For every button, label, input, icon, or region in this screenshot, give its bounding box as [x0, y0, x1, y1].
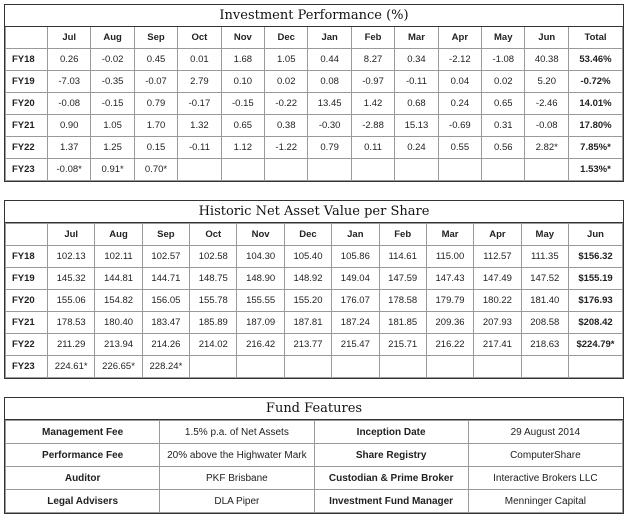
table-cell: 1.12: [221, 137, 264, 159]
table-cell: -0.07: [134, 71, 177, 93]
table-cell: -0.97: [351, 71, 394, 93]
table-cell: -0.17: [178, 93, 221, 115]
table-cell: 209.36: [426, 312, 473, 334]
table-cell: 180.22: [474, 290, 521, 312]
feature-label: Inception Date: [314, 421, 468, 444]
row-label: FY23: [6, 159, 48, 181]
table-cell: 216.42: [237, 334, 284, 356]
column-header: Jul: [48, 224, 95, 246]
table-cell: [438, 159, 481, 181]
feature-label: Auditor: [6, 467, 160, 490]
row-label: FY19: [6, 268, 48, 290]
table-row: [6, 71, 623, 93]
table-cell: 0.01: [178, 49, 221, 71]
table-cell: 5.20: [525, 71, 569, 93]
table-cell: 148.75: [190, 268, 237, 290]
column-header: Apr: [474, 224, 521, 246]
table-cell: 185.89: [190, 312, 237, 334]
table-row: [6, 268, 623, 290]
table-cell: [237, 356, 284, 378]
table-cell: 0.79: [134, 93, 177, 115]
table-cell: 8.27: [351, 49, 394, 71]
table-cell: 0.79: [308, 137, 351, 159]
feature-value: ComputerShare: [468, 444, 622, 467]
table-cell: 104.30: [237, 246, 284, 268]
column-header: May: [482, 27, 525, 49]
table-cell: -1.22: [265, 137, 308, 159]
table-cell: 0.04: [438, 71, 481, 93]
corner-cell: [6, 224, 48, 246]
table-cell: -0.11: [178, 137, 221, 159]
table-cell: 147.43: [426, 268, 473, 290]
table-cell: 218.63: [521, 334, 568, 356]
table-cell: 207.93: [474, 312, 521, 334]
table-cell: 187.09: [237, 312, 284, 334]
investment-performance-table: [4, 4, 624, 182]
table-cell: 105.40: [284, 246, 331, 268]
table-cell: -0.08*: [48, 159, 91, 181]
column-header: Sep: [134, 27, 177, 49]
table-cell: 215.71: [379, 334, 426, 356]
corner-cell: [6, 27, 48, 49]
row-label: FY22: [6, 334, 48, 356]
row-label: FY20: [6, 93, 48, 115]
feature-value: 20% above the Highwater Mark: [160, 444, 314, 467]
table-cell: 179.79: [426, 290, 473, 312]
column-header: Apr: [438, 27, 481, 49]
feature-label: Share Registry: [314, 444, 468, 467]
jun-cell: $155.19: [569, 268, 623, 290]
jun-cell: [569, 356, 623, 378]
table-cell: -0.11: [395, 71, 438, 93]
table-cell: 114.61: [379, 246, 426, 268]
table-cell: 0.38: [265, 115, 308, 137]
table-cell: [521, 356, 568, 378]
table-cell: [178, 159, 221, 181]
table-cell: 112.57: [474, 246, 521, 268]
column-header: Feb: [351, 27, 394, 49]
column-header: May: [521, 224, 568, 246]
table-cell: 0.31: [482, 115, 525, 137]
row-label: FY23: [6, 356, 48, 378]
feature-value: Interactive Brokers LLC: [468, 467, 622, 490]
table-cell: [525, 159, 569, 181]
row-label: FY21: [6, 115, 48, 137]
feature-row: [6, 421, 623, 444]
table-cell: 0.55: [438, 137, 481, 159]
table-cell: 2.82*: [525, 137, 569, 159]
performance-grid: [5, 27, 623, 181]
total-cell: 14.01%: [569, 93, 623, 115]
feature-value: DLA Piper: [160, 490, 314, 513]
table-cell: 105.86: [332, 246, 379, 268]
column-header: Aug: [91, 27, 134, 49]
column-header: Total: [569, 27, 623, 49]
table-cell: 0.10: [221, 71, 264, 93]
total-cell: 1.53%*: [569, 159, 623, 181]
table-cell: 154.82: [95, 290, 142, 312]
row-label: FY20: [6, 290, 48, 312]
table-cell: [190, 356, 237, 378]
table-row: [6, 159, 623, 181]
column-header: Oct: [178, 27, 221, 49]
table-cell: 214.26: [142, 334, 189, 356]
table-cell: 155.55: [237, 290, 284, 312]
table-cell: [221, 159, 264, 181]
feature-label: Legal Advisers: [6, 490, 160, 513]
total-cell: 7.85%*: [569, 137, 623, 159]
column-header: Sep: [142, 224, 189, 246]
column-header: Jan: [332, 224, 379, 246]
table-cell: 1.32: [178, 115, 221, 137]
table-cell: 2.79: [178, 71, 221, 93]
column-header: Dec: [265, 27, 308, 49]
table-cell: [379, 356, 426, 378]
table-cell: 15.13: [395, 115, 438, 137]
feature-label: Management Fee: [6, 421, 160, 444]
column-header: Mar: [426, 224, 473, 246]
table-cell: 215.47: [332, 334, 379, 356]
table-cell: 211.29: [48, 334, 95, 356]
table-row: [6, 290, 623, 312]
table-cell: [351, 159, 394, 181]
table-cell: 13.45: [308, 93, 351, 115]
table-cell: 213.94: [95, 334, 142, 356]
table-cell: 224.61*: [48, 356, 95, 378]
table-cell: [332, 356, 379, 378]
column-header: Oct: [190, 224, 237, 246]
table-cell: 111.35: [521, 246, 568, 268]
table-cell: 0.65: [221, 115, 264, 137]
table-cell: 183.47: [142, 312, 189, 334]
table-cell: 181.40: [521, 290, 568, 312]
column-header: Nov: [237, 224, 284, 246]
table-cell: [265, 159, 308, 181]
table-cell: -0.08: [48, 93, 91, 115]
table-cell: 214.02: [190, 334, 237, 356]
table-row: [6, 49, 623, 71]
table-cell: 102.11: [95, 246, 142, 268]
table-cell: 1.42: [351, 93, 394, 115]
table-cell: 0.70*: [134, 159, 177, 181]
jun-cell: $156.32: [569, 246, 623, 268]
table-cell: -0.22: [265, 93, 308, 115]
feature-row: [6, 490, 623, 513]
fund-features-title: Fund Features: [5, 398, 623, 420]
feature-value: Menninger Capital: [468, 490, 622, 513]
table-cell: 181.85: [379, 312, 426, 334]
table-cell: 115.00: [426, 246, 473, 268]
table-cell: 155.20: [284, 290, 331, 312]
column-header: Nov: [221, 27, 264, 49]
investment-performance-title: Investment Performance (%): [5, 5, 623, 27]
column-header: Feb: [379, 224, 426, 246]
table-cell: 0.02: [482, 71, 525, 93]
table-cell: 1.05: [91, 115, 134, 137]
table-cell: [474, 356, 521, 378]
table-cell: 102.13: [48, 246, 95, 268]
table-cell: 216.22: [426, 334, 473, 356]
table-row: [6, 356, 623, 378]
feature-value: 29 August 2014: [468, 421, 622, 444]
column-header: Jan: [308, 27, 351, 49]
fund-features-grid: [5, 420, 623, 513]
table-cell: 1.05: [265, 49, 308, 71]
row-label: FY19: [6, 71, 48, 93]
column-header: Mar: [395, 27, 438, 49]
fund-features-table: [4, 397, 624, 514]
table-cell: -1.08: [482, 49, 525, 71]
table-cell: 0.24: [395, 137, 438, 159]
table-cell: 0.91*: [91, 159, 134, 181]
table-cell: -0.15: [91, 93, 134, 115]
table-cell: 0.15: [134, 137, 177, 159]
feature-value: PKF Brisbane: [160, 467, 314, 490]
table-cell: 0.65: [482, 93, 525, 115]
historic-nav-table: [4, 200, 624, 379]
table-cell: -2.88: [351, 115, 394, 137]
table-cell: 144.71: [142, 268, 189, 290]
table-cell: 40.38: [525, 49, 569, 71]
table-cell: -7.03: [48, 71, 91, 93]
table-cell: -0.69: [438, 115, 481, 137]
table-cell: 0.90: [48, 115, 91, 137]
header-row: [6, 224, 623, 246]
row-label: FY18: [6, 49, 48, 71]
table-cell: 0.34: [395, 49, 438, 71]
table-cell: 226.65*: [95, 356, 142, 378]
table-cell: 147.49: [474, 268, 521, 290]
table-cell: [395, 159, 438, 181]
feature-label: Custodian & Prime Broker: [314, 467, 468, 490]
jun-cell: $176.93: [569, 290, 623, 312]
feature-row: [6, 467, 623, 490]
total-cell: 17.80%: [569, 115, 623, 137]
table-cell: 155.06: [48, 290, 95, 312]
table-cell: 1.25: [91, 137, 134, 159]
column-header: Aug: [95, 224, 142, 246]
table-cell: 0.45: [134, 49, 177, 71]
table-cell: 0.56: [482, 137, 525, 159]
table-row: [6, 246, 623, 268]
feature-label: Performance Fee: [6, 444, 160, 467]
table-cell: [308, 159, 351, 181]
historic-nav-title: Historic Net Asset Value per Share: [5, 201, 623, 223]
table-row: [6, 115, 623, 137]
table-row: [6, 137, 623, 159]
table-cell: 144.81: [95, 268, 142, 290]
table-cell: 1.68: [221, 49, 264, 71]
table-cell: 0.11: [351, 137, 394, 159]
table-cell: 213.77: [284, 334, 331, 356]
table-cell: 147.52: [521, 268, 568, 290]
jun-cell: $224.79*: [569, 334, 623, 356]
feature-value: 1.5% p.a. of Net Assets: [160, 421, 314, 444]
table-cell: 228.24*: [142, 356, 189, 378]
table-cell: 0.08: [308, 71, 351, 93]
column-header: Jul: [48, 27, 91, 49]
table-cell: 102.58: [190, 246, 237, 268]
table-row: [6, 93, 623, 115]
row-label: FY22: [6, 137, 48, 159]
table-row: [6, 312, 623, 334]
table-cell: 187.24: [332, 312, 379, 334]
table-cell: 0.02: [265, 71, 308, 93]
table-cell: 180.40: [95, 312, 142, 334]
table-cell: 0.24: [438, 93, 481, 115]
table-row: [6, 334, 623, 356]
header-row: [6, 27, 623, 49]
feature-label: Investment Fund Manager: [314, 490, 468, 513]
column-header: Dec: [284, 224, 331, 246]
jun-cell: $208.42: [569, 312, 623, 334]
table-cell: 176.07: [332, 290, 379, 312]
table-cell: 208.58: [521, 312, 568, 334]
table-cell: -0.02: [91, 49, 134, 71]
column-header: Jun: [569, 224, 623, 246]
table-cell: 0.26: [48, 49, 91, 71]
table-cell: -0.15: [221, 93, 264, 115]
table-cell: [426, 356, 473, 378]
table-cell: -2.46: [525, 93, 569, 115]
feature-row: [6, 444, 623, 467]
total-cell: -0.72%: [569, 71, 623, 93]
table-cell: 0.44: [308, 49, 351, 71]
table-cell: 149.04: [332, 268, 379, 290]
table-cell: 178.53: [48, 312, 95, 334]
table-cell: -0.35: [91, 71, 134, 93]
table-cell: [284, 356, 331, 378]
table-cell: 145.32: [48, 268, 95, 290]
table-cell: 0.68: [395, 93, 438, 115]
table-cell: [482, 159, 525, 181]
table-cell: -2.12: [438, 49, 481, 71]
table-cell: 102.57: [142, 246, 189, 268]
row-label: FY21: [6, 312, 48, 334]
table-cell: -0.30: [308, 115, 351, 137]
table-cell: 156.05: [142, 290, 189, 312]
table-cell: 1.37: [48, 137, 91, 159]
row-label: FY18: [6, 246, 48, 268]
table-cell: 148.90: [237, 268, 284, 290]
column-header: Jun: [525, 27, 569, 49]
table-cell: 155.78: [190, 290, 237, 312]
table-cell: 148.92: [284, 268, 331, 290]
total-cell: 53.46%: [569, 49, 623, 71]
table-cell: 147.59: [379, 268, 426, 290]
table-cell: -0.08: [525, 115, 569, 137]
table-cell: 178.58: [379, 290, 426, 312]
table-cell: 187.81: [284, 312, 331, 334]
nav-grid: [5, 223, 623, 378]
table-cell: 1.70: [134, 115, 177, 137]
table-cell: 217.41: [474, 334, 521, 356]
